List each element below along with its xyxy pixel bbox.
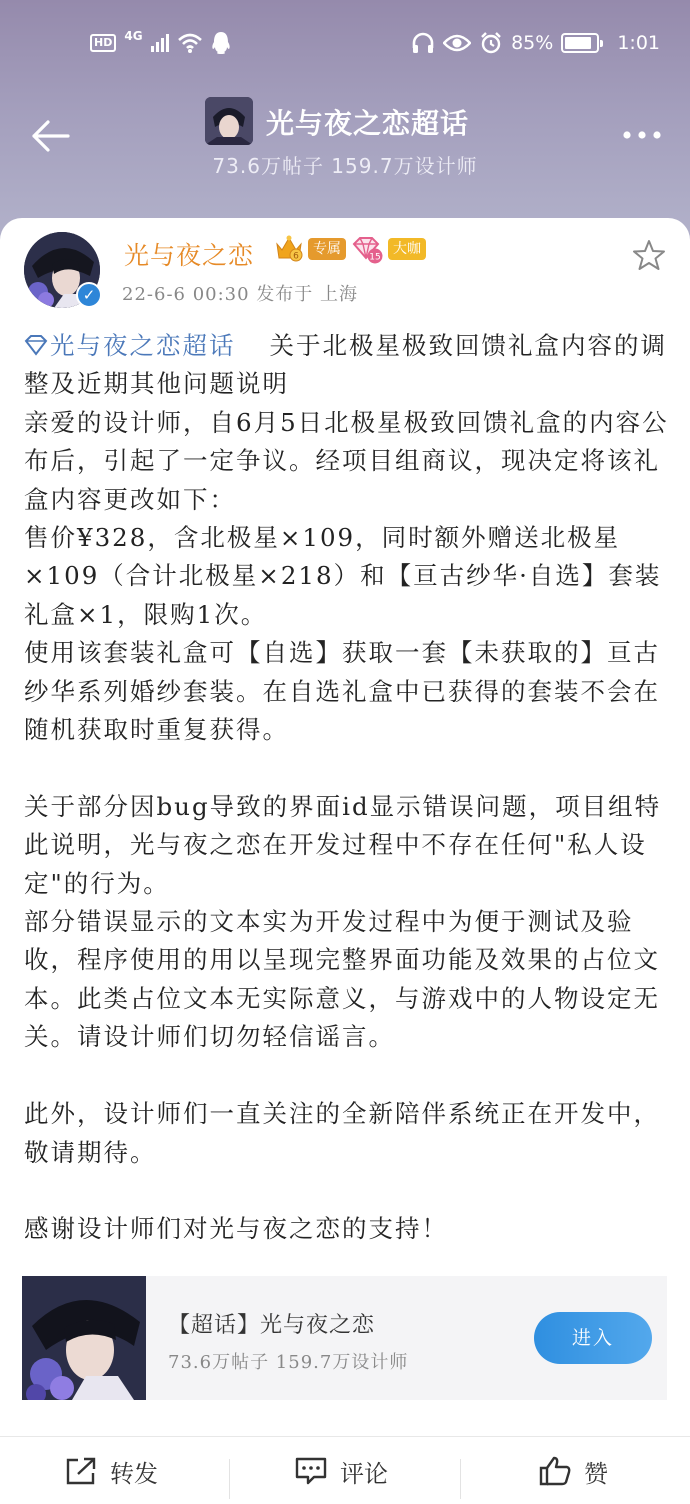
repost-button[interactable] [64,1437,158,1504]
battery-percent: 85% [511,32,554,54]
bottom-toolbar [0,1436,690,1504]
share-icon [64,1456,98,1486]
paragraph-gap [24,1172,669,1210]
paragraph-gap [24,1057,669,1095]
status-bar-left [90,30,231,56]
post-heading-line [24,327,669,404]
wifi-icon [177,32,203,54]
supertopic-card[interactable] [22,1276,667,1400]
battery-icon [561,33,599,53]
page-title: 光与夜之恋超话 [266,107,470,140]
post-heading: 关于北极星极致回馈礼盒内容的调整及近期其他问题说明 [24,331,667,399]
like-button[interactable] [538,1437,608,1504]
toolbar-divider [460,1459,461,1499]
gem-level-badge-icon [352,236,384,264]
comment-button[interactable] [294,1437,388,1504]
repost-label: 转发 [110,1459,158,1488]
exclusive-badge: 专属 [308,238,346,260]
star-icon[interactable] [632,238,666,272]
paragraph-gap [24,749,669,787]
supertopic-card-stats: 73.6万帖子 159.7万设计师 [168,1352,409,1373]
like-label: 赞 [584,1459,608,1488]
supertopic-card-title: 【超话】光与夜之恋 [168,1313,376,1338]
headphones-icon [411,32,435,54]
supertopic-avatar[interactable] [205,97,253,145]
signal-icon [151,34,169,52]
supertopic-cover [22,1276,146,1400]
comment-label: 评论 [340,1459,388,1488]
author-name[interactable]: 光与夜之恋 [124,241,255,270]
clock: 1:01 [617,32,660,54]
post-body [24,327,669,1249]
post-paragraph: 使用该套装礼盒可【自选】获取一套【未获取的】亘古纱华系列婚纱套装。在自选礼盒中已获得的套装不会在随机获取时重复获得。 [24,638,660,745]
eye-icon [443,33,471,53]
diamond-topic-icon [24,334,48,356]
post-paragraph: 售价¥328，含北极星×109，同时额外赠送北极星×109（合计北极星×218）和【亘古纱华·自选】套装礼盒×1，限购1次。 [24,523,662,629]
page-stats: 73.6万帖子 159.7万设计师 [212,154,478,178]
network-type: 4G [124,29,143,43]
level-number: 15 [369,252,381,263]
enter-button[interactable]: 进入 [534,1312,652,1364]
post-meta: 22-6-6 00:30 发布于 上海 [122,284,359,305]
battery-fill [565,37,591,49]
thumbs-up-icon [538,1455,572,1487]
qq-icon [211,31,231,55]
post-paragraph: 部分错误显示的文本实为开发过程中为便于测试及验收，程序使用的用以呈现完整界面功能及效果的占位文本。此类占位文本无实际意义，与游戏中的人物设定无关。请设计师们切勿轻信谣言。 [24,907,660,1052]
svg-text:6: 6 [293,251,299,262]
status-bar-right [411,30,660,56]
post-paragraph: 关于部分因bug导致的界面id显示错误问题，项目组特此说明，光与夜之恋在开发过程中不存在任何"私人设定"的行为。 [24,791,662,898]
post-paragraph: 感谢设计师们对光与夜之恋的支持！ [24,1214,448,1244]
post-paragraph: 此外，设计师们一直关注的全新陪伴系统正在开发中，敬请期待。 [24,1099,660,1167]
post-paragraph: 亲爱的设计师，自6月5日北极星极致回馈礼盒的内容公布后，引起了一定争议。经项目组商议，现决定将该礼盒内容更改如下： [24,407,669,514]
topic-link-label: 光与夜之恋超话 [50,331,236,360]
toolbar-divider [229,1459,230,1499]
crown-badge-icon [274,234,304,262]
topic-link[interactable] [24,331,236,360]
big-v-badge: 大咖 [388,238,426,260]
hd-indicator: HD [90,34,116,52]
more-dots-icon[interactable] [622,120,662,152]
alarm-icon [479,31,503,55]
verified-icon: ✓ [76,282,102,308]
comment-icon [294,1456,328,1486]
